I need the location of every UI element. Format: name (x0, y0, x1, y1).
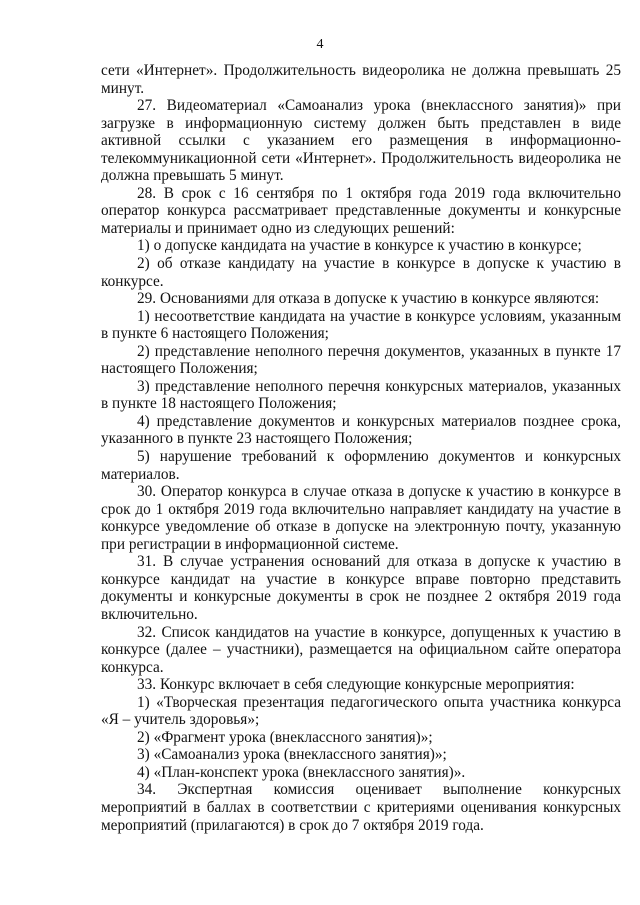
paragraph-33-item-3: 3) «Самоанализ урока (внеклассного занятия)»; (137, 746, 447, 764)
paragraph-28-item-1: 1) о допуске кандидата на участие в конкурсе к участию в конкурсе; (137, 237, 582, 255)
paragraph-28-item-2: 2) об отказе кандидату на участие в конкурсе в допуске к участию в конкурсе. (101, 255, 621, 290)
paragraph-27: 27. Видеоматериал «Самоанализ урока (внеклассного занятия)» при загрузке в информационную систему должен быть представлен в виде активной ссылки с указанием его размещения в информационно-телекоммуникационной сети «Интернет». Продолжительность видеоролика не должна превышать 5 минут. (101, 97, 621, 185)
paragraph-33-item-2: 2) «Фрагмент урока (внеклассного занятия)»; (137, 728, 433, 746)
document-body (101, 62, 621, 834)
paragraph-34: 34. Экспертная комиссия оценивает выполнение конкурсных мероприятий в баллах в соответствии с критериями оценивания конкурсных мероприятий (прилагаются) в срок до 7 октября 2019 года. (101, 781, 621, 834)
paragraph-29-item-2: 2) представление неполного перечня документов, указанных в пункте 17 настоящего Положения; (101, 342, 621, 378)
page-number: 4 (316, 37, 324, 52)
paragraph-continuation: сети «Интернет». Продолжительность видеоролика не должна превышать 25 минут. (101, 62, 621, 97)
paragraph-30: 30. Оператор конкурса в случае отказа в допуске к участию в конкурсе в срок до 1 октября 2019 года включительно направляет кандидату на участие в конкурсе уведомление об отказе в допуске на электронную почту, указанную при регистрации в информационной системе. (101, 483, 621, 553)
paragraph-33-item-1: 1) «Творческая презентация педагогического опыта участника конкурса «Я – учитель здоровья»; (101, 693, 621, 729)
paragraph-32: 32. Список кандидатов на участие в конкурсе, допущенных к участию в конкурсе (далее – участники), размещается на официальном сайте оператора конкурса. (101, 623, 621, 676)
paragraph-29: 29. Основаниями для отказа в допуске к участию в конкурсе являются: (137, 290, 600, 308)
paragraph-29-item-3: 3) представление неполного перечня конкурсных материалов, указанных в пункте 18 настоящего Положения; (101, 377, 621, 413)
paragraph-29-item-1: 1) несоответствие кандидата на участие в конкурсе условиям, указанным в пункте 6 настоящего Положения; (101, 307, 621, 343)
paragraph-29-item-4: 4) представление документов и конкурсных материалов позднее срока, указанного в пункте 23 настоящего Положения; (101, 412, 621, 448)
paragraph-29-item-5: 5) нарушение требований к оформлению документов и конкурсных материалов. (101, 448, 621, 483)
paragraph-31: 31. В случае устранения оснований для отказа в допуске к участию в конкурсе кандидат на участие в конкурсе вправе повторно представить документы и конкурсные документы в срок не позднее 2 октября 2019 года включительно. (101, 553, 621, 623)
paragraph-28: 28. В срок с 16 сентября по 1 октября года 2019 года включительно оператор конкурса рассматривает представленные документы и конкурсные материалы и принимает одно из следующих решений: (101, 184, 621, 237)
paragraph-33: 33. Конкурс включает в себя следующие конкурсные мероприятия: (137, 676, 575, 694)
paragraph-33-item-4: 4) «План-конспект урока (внеклассного занятия)». (137, 763, 466, 781)
